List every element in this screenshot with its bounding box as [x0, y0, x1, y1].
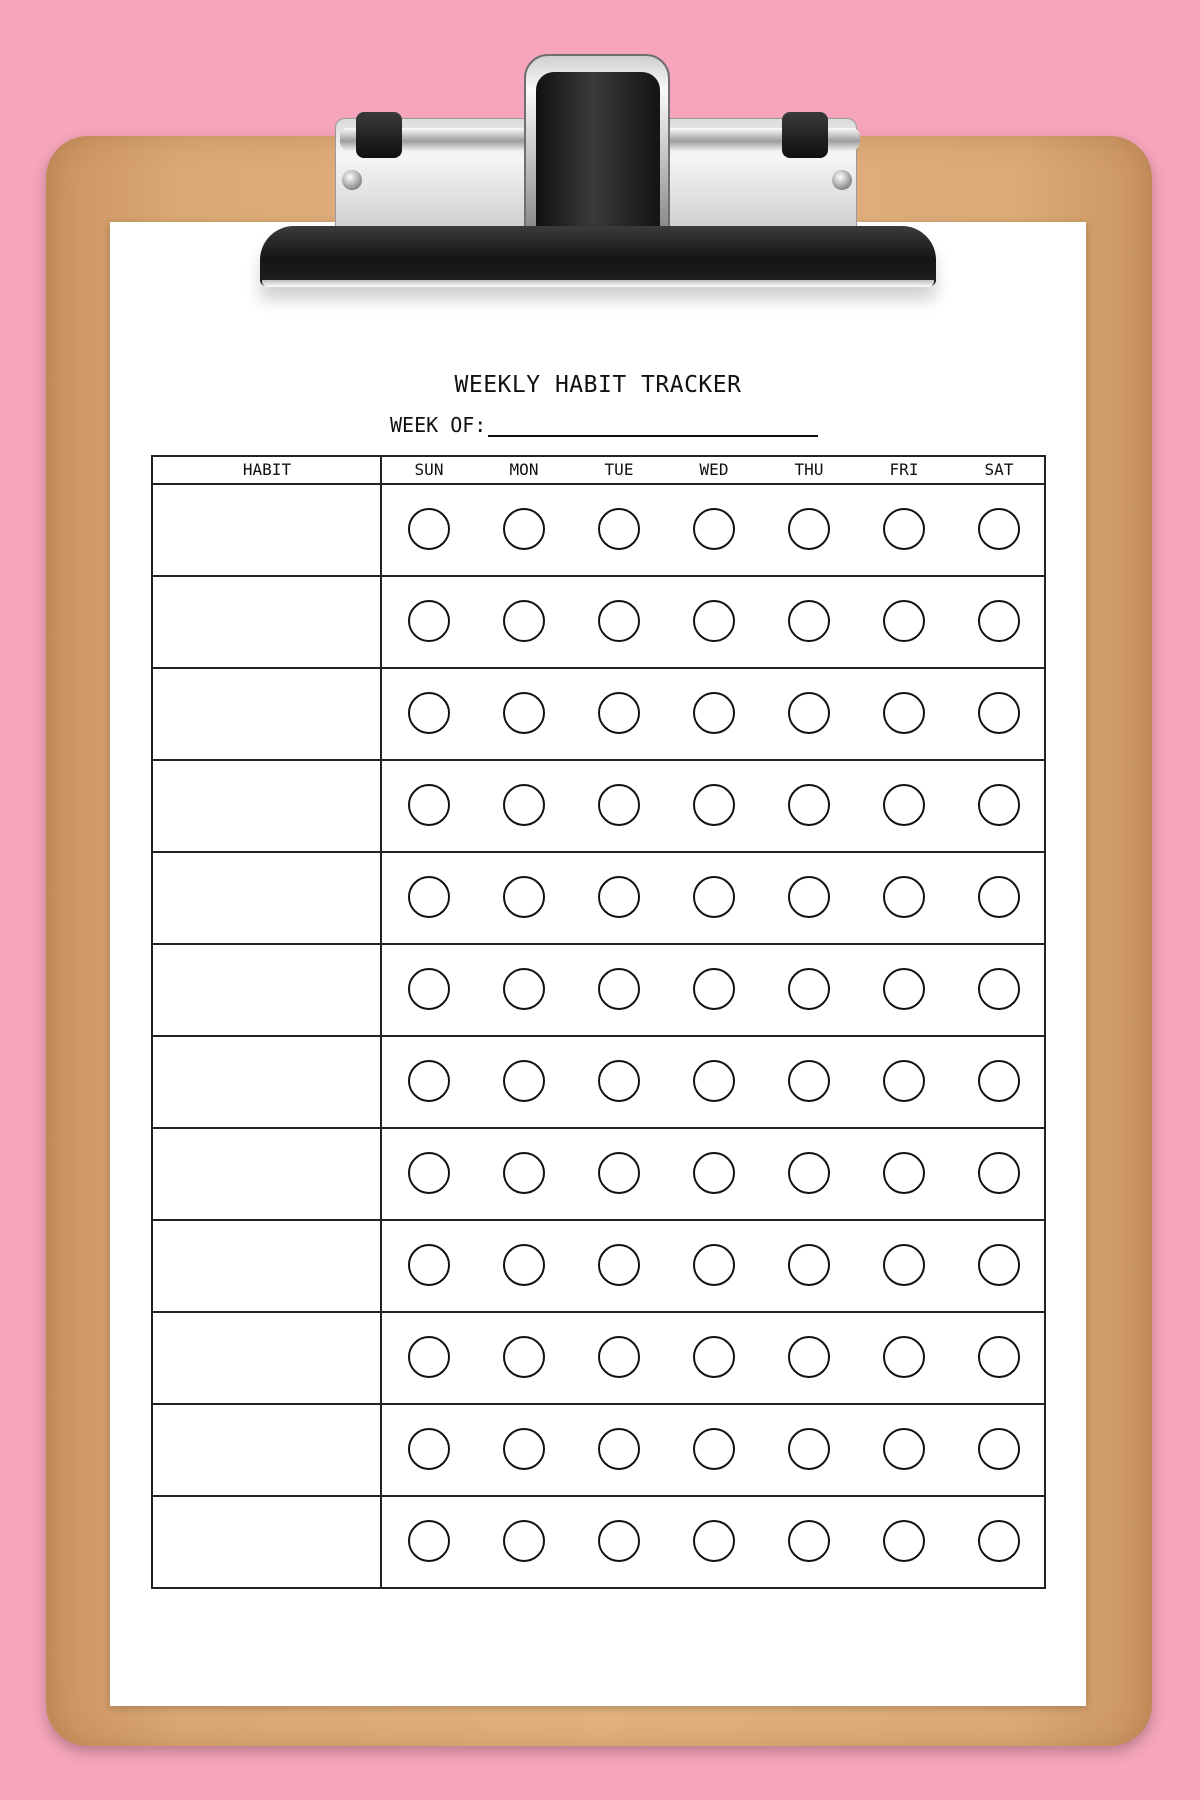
checkbox-circle-sun[interactable]: [408, 968, 450, 1010]
table-row: [153, 853, 1044, 945]
checkbox-circle-tue[interactable]: [598, 968, 640, 1010]
checkbox-circle-fri[interactable]: [883, 600, 925, 642]
checkbox-circle-tue[interactable]: [598, 1060, 640, 1102]
checkbox-circle-mon[interactable]: [503, 1060, 545, 1102]
habit-name-cell[interactable]: [153, 1313, 380, 1403]
checkbox-circle-mon[interactable]: [503, 1244, 545, 1286]
table-row: [153, 1497, 1044, 1589]
checkbox-circle-wed[interactable]: [693, 1520, 735, 1562]
checkbox-circle-mon[interactable]: [503, 968, 545, 1010]
checkbox-circle-sat[interactable]: [978, 1244, 1020, 1286]
habit-name-cell[interactable]: [153, 945, 380, 1035]
checkbox-circle-mon[interactable]: [503, 1152, 545, 1194]
checkbox-circle-wed[interactable]: [693, 1152, 735, 1194]
clip-hinge-right: [782, 112, 828, 158]
checkbox-circle-wed[interactable]: [693, 508, 735, 550]
checkbox-circle-fri[interactable]: [883, 1244, 925, 1286]
clip-rivet-left: [342, 170, 362, 190]
habit-column-header: HABIT: [242, 460, 292, 479]
checkbox-circle-sat[interactable]: [978, 600, 1020, 642]
checkbox-circle-wed[interactable]: [693, 784, 735, 826]
checkbox-circle-tue[interactable]: [598, 876, 640, 918]
table-row: [153, 1037, 1044, 1129]
checkbox-circle-sun[interactable]: [408, 1152, 450, 1194]
checkbox-circle-thu[interactable]: [788, 876, 830, 918]
checkbox-circle-mon[interactable]: [503, 600, 545, 642]
habit-name-cell[interactable]: [153, 1221, 380, 1311]
habit-name-cell[interactable]: [153, 485, 380, 575]
checkbox-circle-sat[interactable]: [978, 784, 1020, 826]
checkbox-circle-wed[interactable]: [693, 600, 735, 642]
table-row: [153, 485, 1044, 577]
habit-name-cell[interactable]: [153, 1129, 380, 1219]
checkbox-circle-fri[interactable]: [883, 1428, 925, 1470]
habit-name-cell[interactable]: [153, 761, 380, 851]
checkbox-circle-mon[interactable]: [503, 1336, 545, 1378]
checkbox-circle-sun[interactable]: [408, 784, 450, 826]
checkbox-circle-sat[interactable]: [978, 968, 1020, 1010]
checkbox-circle-sun[interactable]: [408, 600, 450, 642]
checkbox-circle-thu[interactable]: [788, 600, 830, 642]
checkbox-circle-mon[interactable]: [503, 692, 545, 734]
checkbox-circle-fri[interactable]: [883, 876, 925, 918]
checkbox-circle-thu[interactable]: [788, 1060, 830, 1102]
checkbox-circle-fri[interactable]: [883, 1336, 925, 1378]
checkbox-circle-tue[interactable]: [598, 1244, 640, 1286]
checkbox-circle-wed[interactable]: [693, 1428, 735, 1470]
day-header-sun: SUN: [414, 460, 444, 479]
clip-hinge-left: [356, 112, 402, 158]
clip-lever: [536, 72, 660, 248]
week-of-label: WEEK OF:: [390, 413, 487, 437]
table-row: [153, 1405, 1044, 1497]
checkbox-circle-thu[interactable]: [788, 968, 830, 1010]
habit-name-cell[interactable]: [153, 1037, 380, 1127]
habit-tracker-table: [151, 455, 1046, 1589]
table-row: [153, 1313, 1044, 1405]
checkbox-circle-mon[interactable]: [503, 784, 545, 826]
checkbox-circle-fri[interactable]: [883, 1152, 925, 1194]
checkbox-circle-fri[interactable]: [883, 1060, 925, 1102]
column-divider: [380, 457, 382, 1587]
table-row: [153, 669, 1044, 761]
checkbox-circle-tue[interactable]: [598, 1428, 640, 1470]
checkbox-circle-tue[interactable]: [598, 692, 640, 734]
table-row: [153, 761, 1044, 853]
checkbox-circle-sun[interactable]: [408, 1520, 450, 1562]
checkbox-circle-wed[interactable]: [693, 968, 735, 1010]
day-header-fri: FRI: [889, 460, 919, 479]
habit-name-cell[interactable]: [153, 853, 380, 943]
checkbox-circle-thu[interactable]: [788, 508, 830, 550]
clip-jaw: [260, 226, 936, 286]
checkbox-circle-sun[interactable]: [408, 1336, 450, 1378]
checkbox-circle-fri[interactable]: [883, 968, 925, 1010]
checkbox-circle-fri[interactable]: [883, 784, 925, 826]
table-row: [153, 1221, 1044, 1313]
checkbox-circle-mon[interactable]: [503, 508, 545, 550]
checkbox-circle-tue[interactable]: [598, 1520, 640, 1562]
week-of-input-line[interactable]: [488, 413, 818, 437]
checkbox-circle-sat[interactable]: [978, 876, 1020, 918]
table-row: [153, 577, 1044, 669]
checkbox-circle-thu[interactable]: [788, 1244, 830, 1286]
page-title: WEEKLY HABIT TRACKER: [454, 372, 742, 398]
checkbox-circle-mon[interactable]: [503, 876, 545, 918]
checkbox-circle-wed[interactable]: [693, 1336, 735, 1378]
checkbox-circle-sat[interactable]: [978, 1336, 1020, 1378]
checkbox-circle-mon[interactable]: [503, 1520, 545, 1562]
day-header-thu: THU: [794, 460, 824, 479]
checkbox-circle-wed[interactable]: [693, 1244, 735, 1286]
checkbox-circle-sat[interactable]: [978, 1520, 1020, 1562]
day-header-tue: TUE: [604, 460, 634, 479]
checkbox-circle-fri[interactable]: [883, 508, 925, 550]
checkbox-circle-sat[interactable]: [978, 692, 1020, 734]
week-of-field[interactable]: [390, 413, 818, 437]
checkbox-circle-sun[interactable]: [408, 1244, 450, 1286]
table-row: [153, 945, 1044, 1037]
day-header-mon: MON: [509, 460, 539, 479]
clip-jaw-edge: [262, 280, 934, 287]
habit-name-cell[interactable]: [153, 1405, 380, 1495]
habit-name-cell[interactable]: [153, 1497, 380, 1587]
checkbox-circle-sun[interactable]: [408, 1428, 450, 1470]
checkbox-circle-fri[interactable]: [883, 1520, 925, 1562]
checkbox-circle-thu[interactable]: [788, 1152, 830, 1194]
clip-rivet-right: [832, 170, 852, 190]
habit-name-cell[interactable]: [153, 577, 380, 667]
checkbox-circle-sat[interactable]: [978, 1428, 1020, 1470]
checkbox-circle-thu[interactable]: [788, 1336, 830, 1378]
checkbox-circle-sat[interactable]: [978, 1060, 1020, 1102]
checkbox-circle-mon[interactable]: [503, 1428, 545, 1470]
checkbox-circle-tue[interactable]: [598, 1152, 640, 1194]
checkbox-circle-wed[interactable]: [693, 692, 735, 734]
table-header: [153, 457, 1044, 485]
checkbox-circle-sat[interactable]: [978, 508, 1020, 550]
checkbox-circle-tue[interactable]: [598, 508, 640, 550]
checkbox-circle-wed[interactable]: [693, 876, 735, 918]
checkbox-circle-tue[interactable]: [598, 600, 640, 642]
checkbox-circle-sun[interactable]: [408, 1060, 450, 1102]
checkbox-circle-wed[interactable]: [693, 1060, 735, 1102]
checkbox-circle-sun[interactable]: [408, 876, 450, 918]
checkbox-circle-tue[interactable]: [598, 1336, 640, 1378]
table-row: [153, 1129, 1044, 1221]
day-header-sat: SAT: [984, 460, 1014, 479]
habit-name-cell[interactable]: [153, 669, 380, 759]
checkbox-circle-tue[interactable]: [598, 784, 640, 826]
checkbox-circle-fri[interactable]: [883, 692, 925, 734]
checkbox-circle-sat[interactable]: [978, 1152, 1020, 1194]
day-header-wed: WED: [699, 460, 729, 479]
checkbox-circle-sun[interactable]: [408, 692, 450, 734]
checkbox-circle-thu[interactable]: [788, 1428, 830, 1470]
checkbox-circle-thu[interactable]: [788, 692, 830, 734]
checkbox-circle-sun[interactable]: [408, 508, 450, 550]
checkbox-circle-thu[interactable]: [788, 1520, 830, 1562]
checkbox-circle-thu[interactable]: [788, 784, 830, 826]
